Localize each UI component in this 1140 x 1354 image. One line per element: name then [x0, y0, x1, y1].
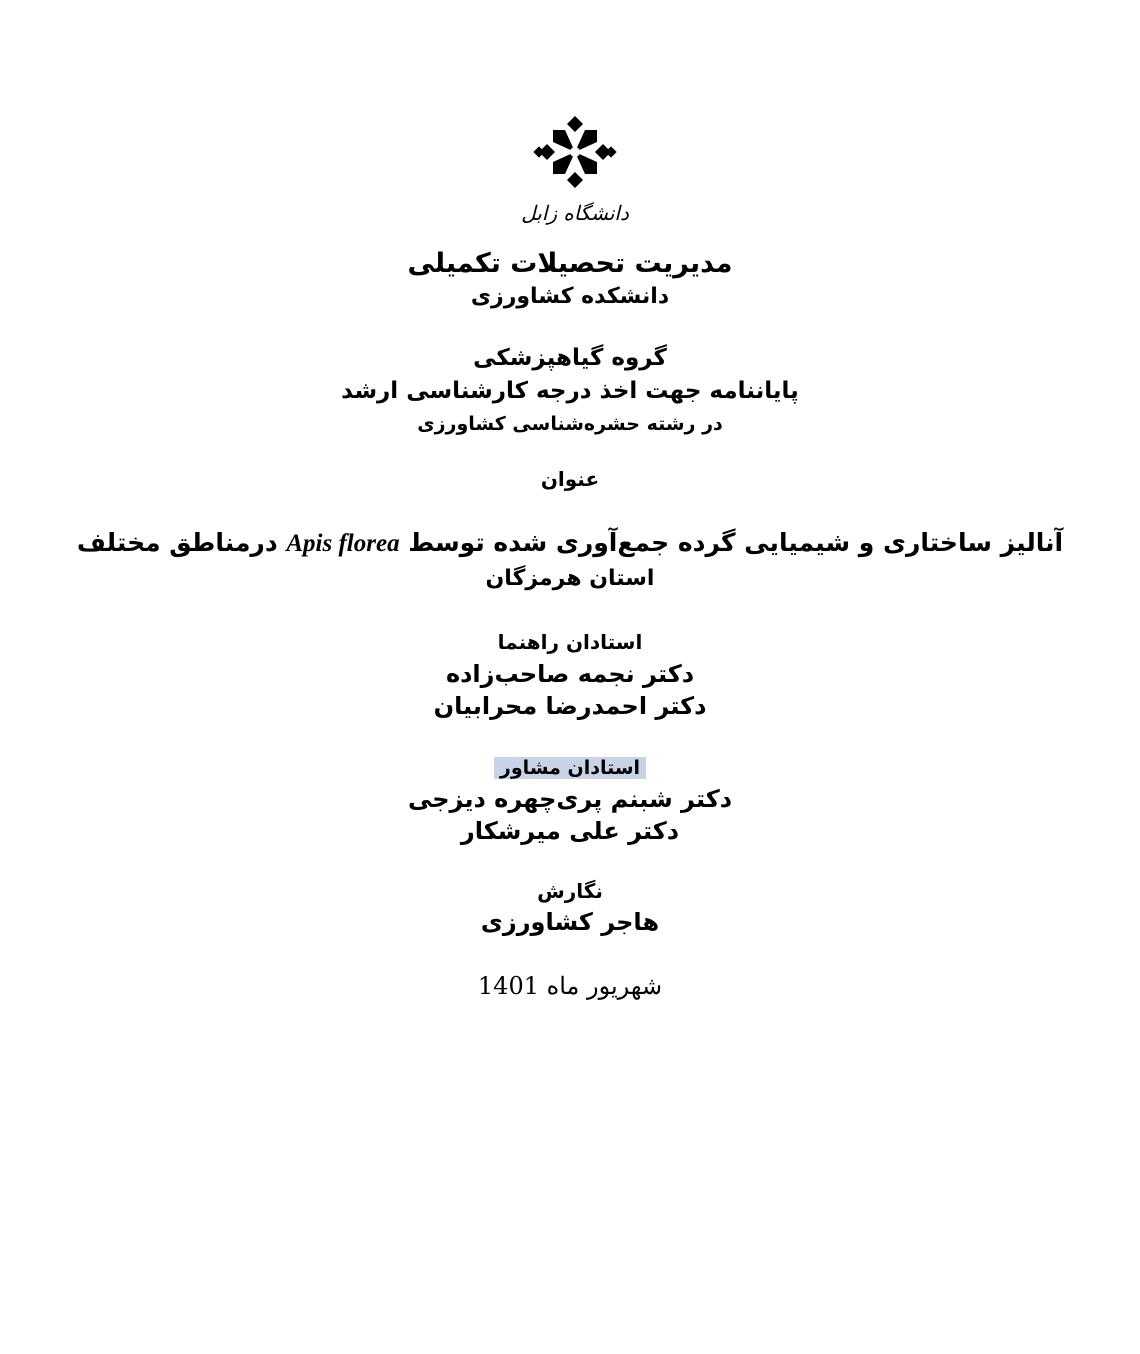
degree-line: پایاننامه جهت اخذ درجه کارشناسی ارشد	[341, 378, 799, 404]
thesis-title-line2: استان هرمزگان	[485, 566, 655, 591]
title-part2: درمناطق مختلف	[76, 528, 278, 557]
author-heading: نگارش	[537, 879, 603, 903]
faculty-name: دانشکده کشاورزی	[470, 284, 670, 309]
supervisor-name: دکتر نجمه صاحب‌زاده	[445, 660, 695, 688]
title-heading: عنوان	[540, 467, 600, 491]
submission-date: شهریور ماه 1401	[477, 972, 663, 1000]
department-name: گروه گیاهپزشکی	[473, 345, 667, 371]
advisor-name: دکتر شبنم پری‌چهره دیزجی	[407, 785, 733, 813]
advisors-heading: استادان مشاور	[494, 757, 646, 779]
supervisor-name: دکتر احمدرضا محرابیان	[433, 692, 707, 720]
thesis-title-line1	[0, 528, 1140, 559]
university-of-zabol-logo-icon	[510, 110, 640, 230]
logo-text: دانشگاه زابل	[521, 201, 629, 225]
author-name: هاجر کشاورزی	[480, 908, 660, 936]
university-logo	[510, 110, 640, 230]
species-name: Apis florea	[286, 530, 400, 557]
graduate-office-title: مدیریت تحصیلات تکمیلی	[407, 248, 733, 279]
advisors-heading-line	[0, 757, 1140, 780]
advisor-name: دکتر علی میرشکار	[460, 817, 680, 845]
title-part1: آنالیز ساختاری و شیمیایی گرده جمع‌آوری شده توسط	[408, 528, 1064, 557]
supervisors-heading: استادان راهنما	[497, 630, 643, 654]
field-line: در رشته حشره‌شناسی کشاورزی	[417, 413, 723, 435]
